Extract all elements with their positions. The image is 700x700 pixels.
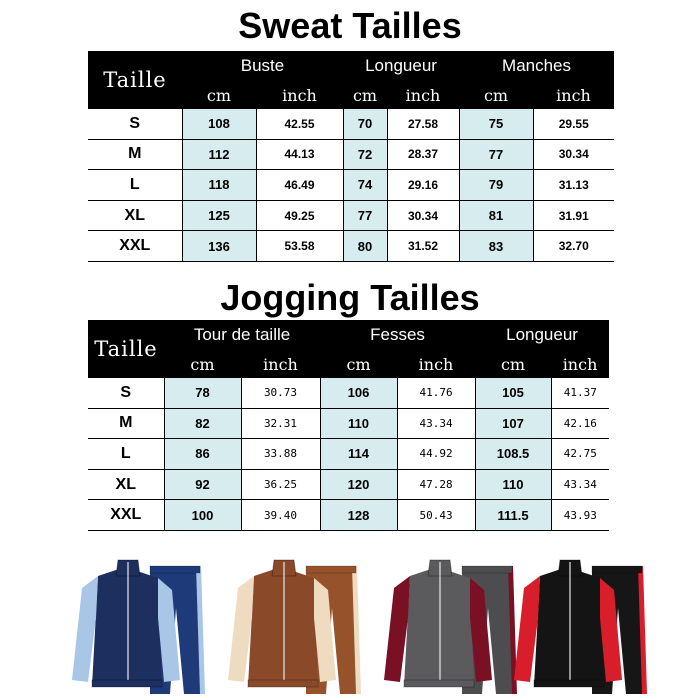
- inch-value: 50.43: [397, 500, 475, 531]
- cm-value: 128: [320, 500, 397, 531]
- table-row: [88, 408, 609, 439]
- inch-value: 29.16: [387, 170, 459, 201]
- cm-value: 112: [182, 139, 256, 170]
- tracksuit-black-red-icon: [514, 560, 647, 694]
- inch-value: 31.91: [533, 200, 614, 231]
- table-row: [88, 109, 614, 139]
- sweat-header-groups: [88, 51, 614, 81]
- cm-value: 77: [459, 139, 533, 170]
- size-label: M: [88, 139, 182, 170]
- size-label: XXL: [88, 231, 182, 262]
- taille-header: Taille: [94, 337, 158, 361]
- unit-header: cm: [500, 354, 526, 374]
- jogging-header-units: [88, 350, 609, 378]
- inch-value: 42.55: [256, 109, 343, 139]
- unit-header: cm: [190, 354, 215, 374]
- size-label: S: [88, 378, 164, 408]
- cm-value: 83: [459, 231, 533, 262]
- cm-value: 118: [182, 170, 256, 201]
- product-image-4: [500, 548, 660, 700]
- inch-value: 46.49: [256, 170, 343, 201]
- group-header-fesses: Fesses: [370, 325, 425, 344]
- product-images-row: [0, 548, 700, 700]
- unit-header: inch: [405, 85, 441, 105]
- size-label: S: [88, 109, 182, 139]
- unit-header: inch: [556, 85, 591, 105]
- tracksuit-grey-burgundy-icon: [384, 560, 517, 694]
- unit-header: inch: [282, 85, 317, 105]
- inch-value: 42.16: [551, 408, 609, 439]
- cm-value: 82: [164, 408, 241, 439]
- cm-value: 111.5: [475, 500, 551, 531]
- inch-value: 28.37: [387, 139, 459, 170]
- group-header-tour-de-taille: Tour de taille: [193, 325, 291, 344]
- cm-value: 81: [459, 200, 533, 231]
- size-label: XXL: [88, 500, 164, 531]
- cm-value: 110: [320, 408, 397, 439]
- cm-value: 79: [459, 170, 533, 201]
- cm-value: 78: [164, 378, 241, 408]
- sweat-size-table: [88, 51, 614, 262]
- inch-value: 43.34: [397, 408, 475, 439]
- size-label: XL: [88, 469, 164, 500]
- cm-value: 105: [475, 378, 551, 408]
- inch-value: 49.25: [256, 200, 343, 231]
- inch-value: 30.34: [533, 139, 614, 170]
- cm-value: 77: [343, 200, 387, 231]
- size-label: L: [88, 170, 182, 201]
- inch-value: 41.37: [551, 378, 609, 408]
- size-label: XL: [88, 200, 182, 231]
- cm-value: 110: [475, 469, 551, 500]
- cm-value: 125: [182, 200, 256, 231]
- inch-value: 36.25: [241, 469, 320, 500]
- unit-header: cm: [206, 85, 232, 105]
- inch-value: 39.40: [241, 500, 320, 531]
- product-image-2: [214, 548, 374, 700]
- inch-value: 33.88: [241, 439, 320, 470]
- unit-header: cm: [483, 85, 509, 105]
- cm-value: 92: [164, 469, 241, 500]
- size-label: M: [88, 408, 164, 439]
- size-label: L: [88, 439, 164, 470]
- inch-value: 43.34: [551, 469, 609, 500]
- table-row: [88, 231, 614, 262]
- jogging-size-table: [88, 320, 609, 531]
- table-row: [88, 469, 609, 500]
- jogging-header-groups: [88, 320, 609, 350]
- group-header-longueur: Longueur: [365, 56, 437, 75]
- inch-value: 43.93: [551, 500, 609, 531]
- inch-value: 32.70: [533, 231, 614, 262]
- inch-value: 32.31: [241, 408, 320, 439]
- cm-value: 86: [164, 439, 241, 470]
- cm-value: 106: [320, 378, 397, 408]
- inch-value: 41.76: [397, 378, 475, 408]
- unit-header: cm: [352, 85, 378, 105]
- inch-value: 31.52: [387, 231, 459, 262]
- cm-value: 108: [182, 109, 256, 139]
- table-row: [88, 500, 609, 531]
- inch-value: 30.34: [387, 200, 459, 231]
- inch-value: 42.75: [551, 439, 609, 470]
- tracksuit-navy-lightblue-icon: [72, 560, 205, 694]
- cm-value: 120: [320, 469, 397, 500]
- inch-value: 53.58: [256, 231, 343, 262]
- cm-value: 75: [459, 109, 533, 139]
- unit-header: cm: [346, 354, 371, 374]
- cm-value: 74: [343, 170, 387, 201]
- table-row: [88, 378, 609, 408]
- group-header-longueur: Longueur: [506, 325, 578, 344]
- cm-value: 114: [320, 439, 397, 470]
- cm-value: 80: [343, 231, 387, 262]
- cm-value: 136: [182, 231, 256, 262]
- table-row: [88, 439, 609, 470]
- cm-value: 70: [343, 109, 387, 139]
- inch-value: 31.13: [533, 170, 614, 201]
- cm-value: 72: [343, 139, 387, 170]
- table-row: [88, 170, 614, 201]
- group-header-buste: Buste: [240, 56, 285, 75]
- jogging-title: Jogging Tailles: [220, 277, 480, 318]
- cm-value: 108.5: [475, 439, 551, 470]
- sweat-title: Sweat Tailles: [238, 5, 462, 46]
- inch-value: 44.92: [397, 439, 475, 470]
- unit-header: inch: [263, 354, 298, 374]
- taille-header: Taille: [103, 68, 167, 92]
- inch-value: 44.13: [256, 139, 343, 170]
- unit-header: inch: [562, 354, 598, 374]
- inch-value: 47.28: [397, 469, 475, 500]
- product-image-1: [58, 548, 218, 700]
- inch-value: 30.73: [241, 378, 320, 408]
- cm-value: 107: [475, 408, 551, 439]
- table-row: [88, 200, 614, 231]
- group-header-manches: Manches: [502, 56, 572, 75]
- unit-header: inch: [418, 354, 454, 374]
- inch-value: 27.58: [387, 109, 459, 139]
- cm-value: 100: [164, 500, 241, 531]
- tracksuit-brown-beige-icon: [228, 560, 361, 694]
- inch-value: 29.55: [533, 109, 614, 139]
- table-row: [88, 139, 614, 170]
